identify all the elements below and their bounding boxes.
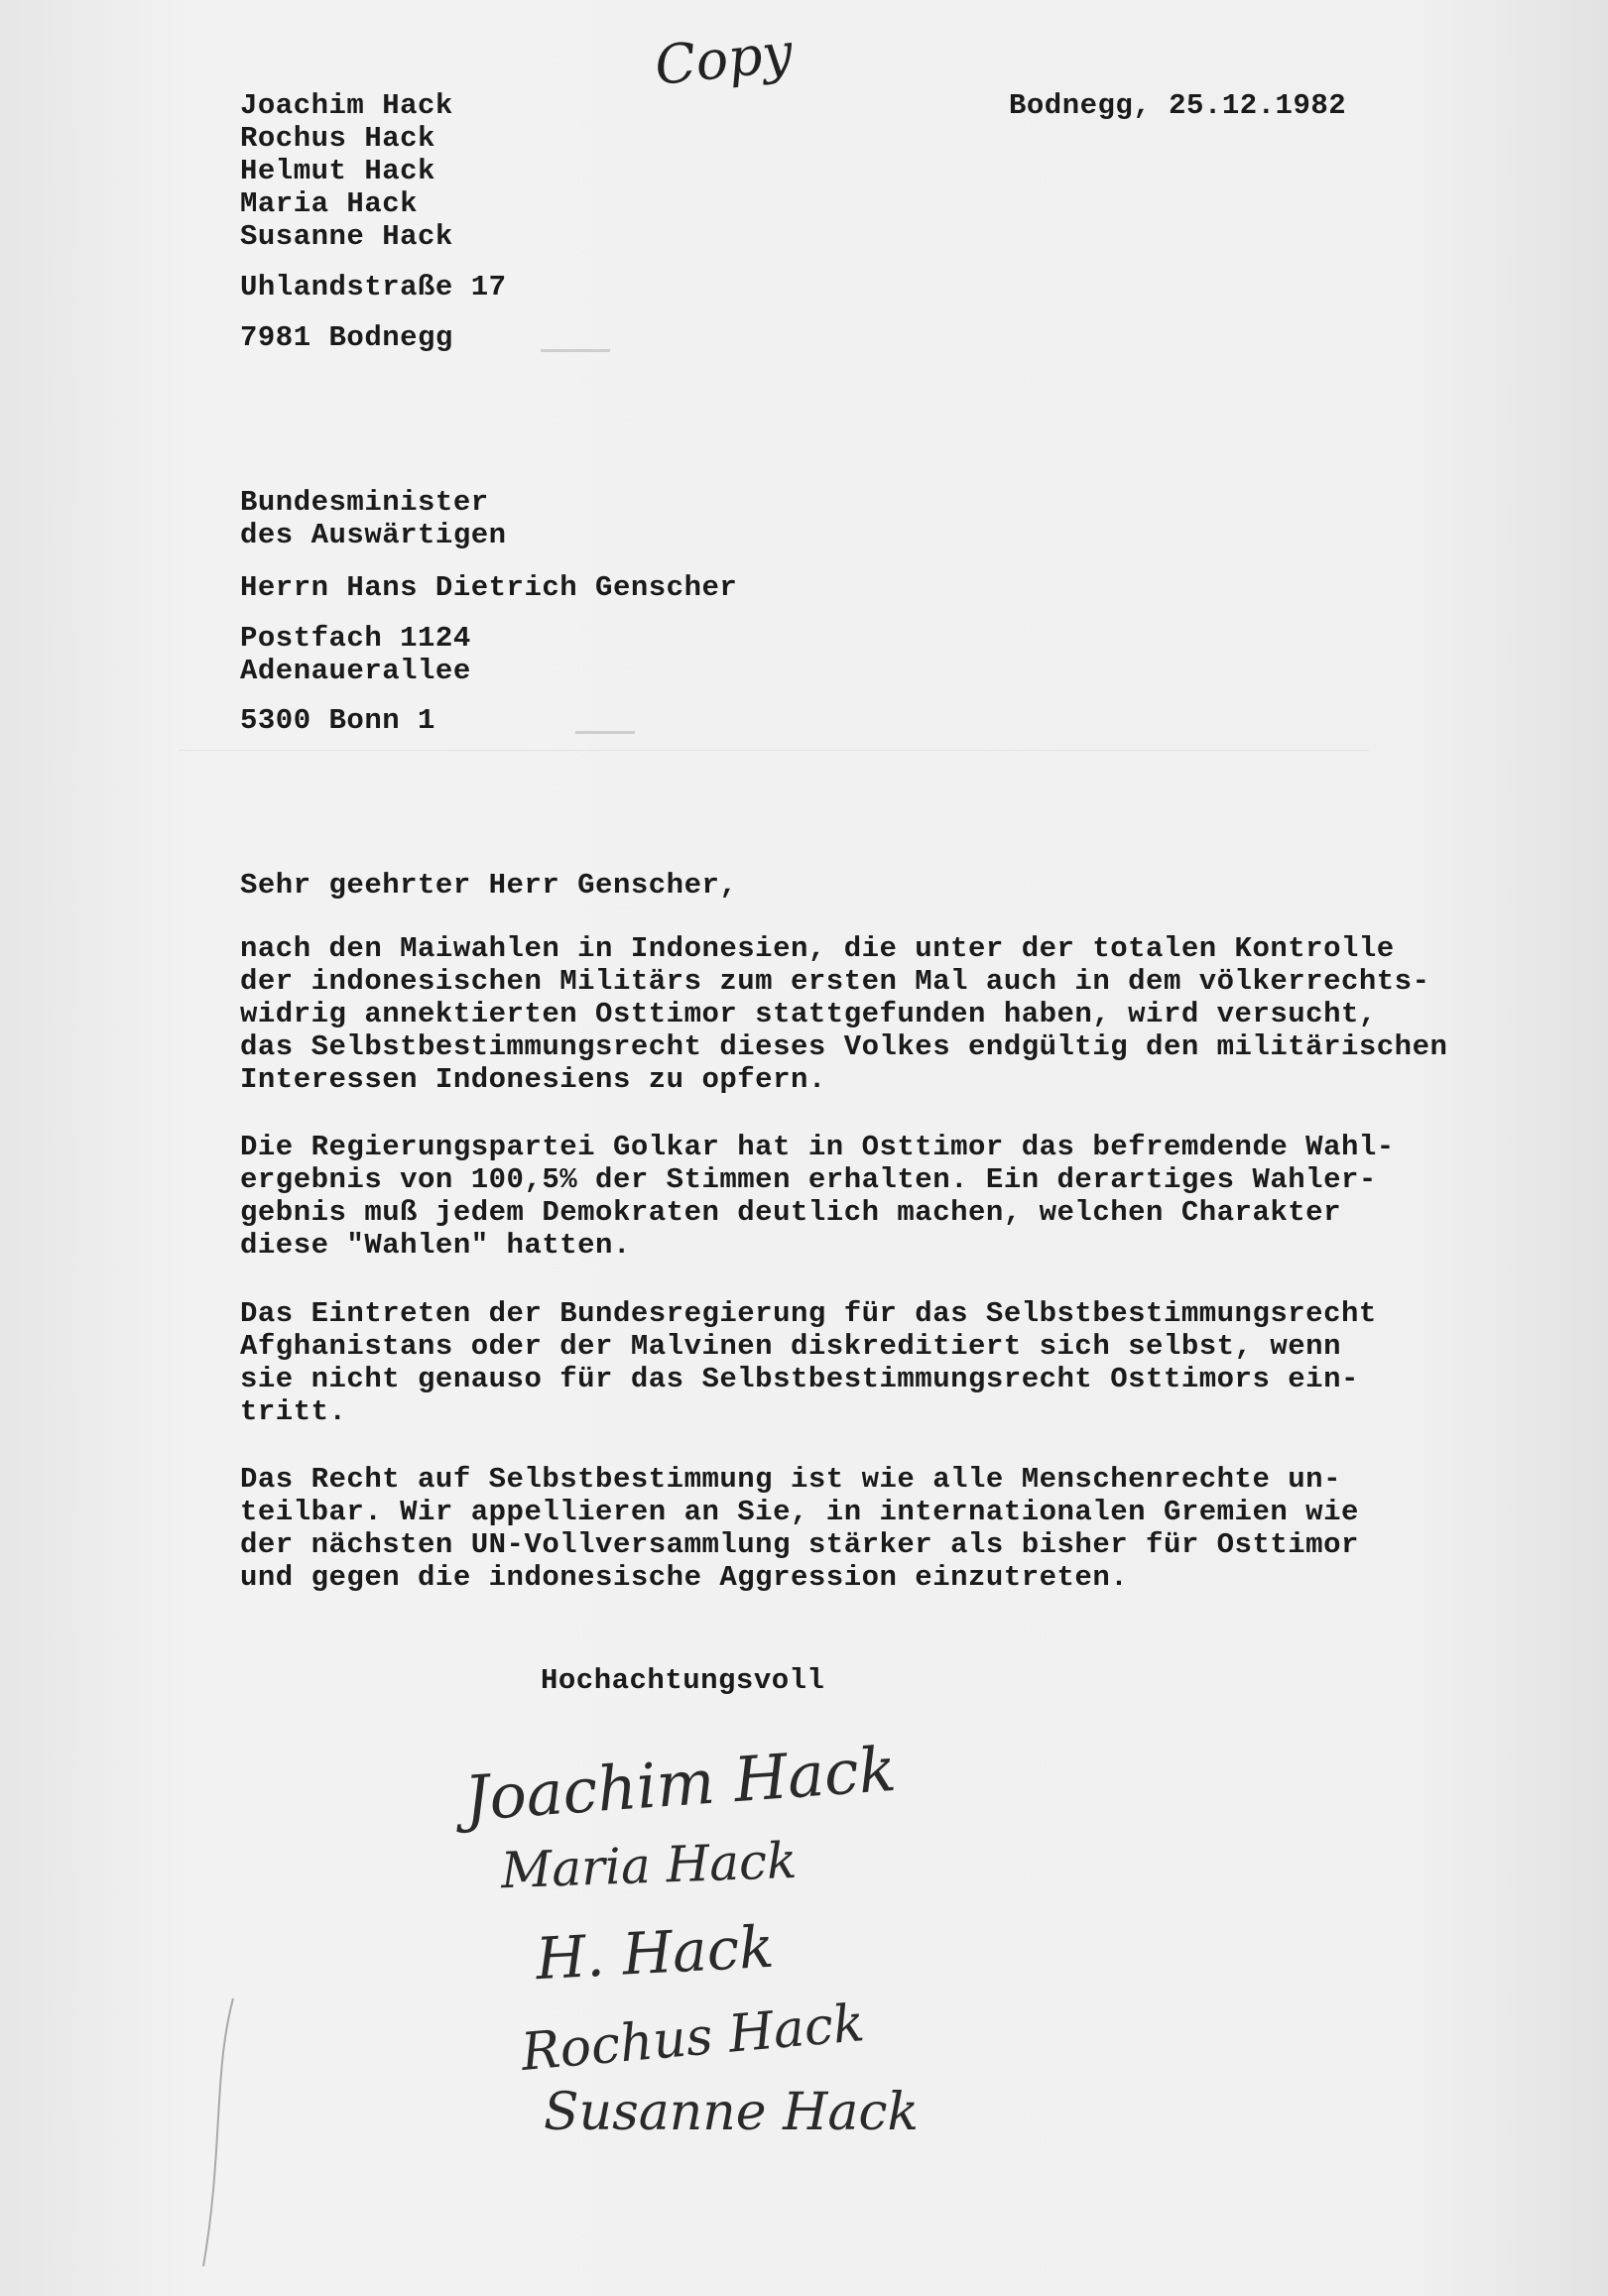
body-line: sie nicht genauso für das Selbstbestimmungsrecht Osttimors ein- bbox=[240, 1363, 1359, 1395]
body-line: das Selbstbestimmungsrecht dieses Volkes endgültig den militärischen bbox=[240, 1030, 1448, 1063]
signature-joachim: Joachim Hack bbox=[461, 1732, 899, 1836]
body-line: der nächsten UN-Vollversammlung stärker als bisher für Osttimor bbox=[240, 1528, 1359, 1561]
recipient-city: 5300 Bonn 1 bbox=[240, 704, 435, 737]
body-line: und gegen die indonesische Aggression einzutreten. bbox=[240, 1561, 1129, 1594]
body-line: der indonesischen Militärs zum ersten Mal auch in dem völkerrechts- bbox=[240, 965, 1430, 998]
body-line: Afghanistans oder der Malvinen diskreditiert sich selbst, wenn bbox=[240, 1330, 1341, 1363]
signature-rochus: Rochus Hack bbox=[519, 1994, 867, 2083]
body-line: gebnis muß jedem Demokraten deutlich machen, welchen Charakter bbox=[240, 1196, 1341, 1229]
sender-name-5: Susanne Hack bbox=[240, 220, 453, 253]
paper-fold-line bbox=[179, 750, 1369, 751]
closing: Hochachtungsvoll bbox=[541, 1664, 825, 1697]
sender-name-3: Helmut Hack bbox=[240, 155, 435, 187]
signature-helmut: H. Hack bbox=[534, 1912, 776, 1994]
body-line: Das Recht auf Selbstbestimmung ist wie alle Menschenrechte un- bbox=[240, 1463, 1341, 1496]
sender-name-4: Maria Hack bbox=[240, 187, 419, 220]
body-line: Interessen Indonesiens zu opfern. bbox=[240, 1063, 826, 1096]
salutation: Sehr geehrter Herr Genscher, bbox=[240, 869, 738, 902]
body-line: Die Regierungspartei Golkar hat in Osttimor das befremdende Wahl- bbox=[240, 1131, 1395, 1163]
signature-maria: Maria Hack bbox=[500, 1831, 799, 1900]
ink-smudge bbox=[575, 731, 635, 734]
sender-name-2: Rochus Hack bbox=[240, 122, 435, 155]
copy-annotation: Copy bbox=[652, 20, 796, 98]
ink-smudge bbox=[541, 349, 610, 352]
body-line: diese "Wahlen" hatten. bbox=[240, 1229, 631, 1262]
body-line: nach den Maiwahlen in Indonesien, die unter der totalen Kontrolle bbox=[240, 932, 1395, 965]
body-line: Das Eintreten der Bundesregierung für das Selbstbestimmungsrecht bbox=[240, 1297, 1377, 1330]
pencil-mark bbox=[193, 1994, 253, 2271]
body-line: tritt. bbox=[240, 1395, 347, 1428]
sender-city: 7981 Bodnegg bbox=[240, 321, 453, 354]
recipient-postbox: Postfach 1124 bbox=[240, 622, 471, 655]
body-line: ergebnis von 100,5% der Stimmen erhalten. Ein derartiges Wahler- bbox=[240, 1163, 1377, 1196]
recipient-name: Herrn Hans Dietrich Genscher bbox=[240, 571, 738, 604]
sender-street: Uhlandstraße 17 bbox=[240, 271, 507, 303]
body-line: widrig annektierten Osttimor stattgefunden haben, wird versucht, bbox=[240, 998, 1377, 1030]
body-line: teilbar. Wir appellieren an Sie, in internationalen Gremien wie bbox=[240, 1496, 1359, 1528]
recipient-title-2: des Auswärtigen bbox=[240, 519, 507, 551]
signature-susanne: Susanne Hack bbox=[544, 2083, 920, 2142]
date-line: Bodnegg, 25.12.1982 bbox=[1009, 89, 1347, 122]
recipient-title-1: Bundesminister bbox=[240, 486, 489, 519]
recipient-street: Adenauerallee bbox=[240, 655, 471, 687]
sender-name-1: Joachim Hack bbox=[240, 89, 453, 122]
